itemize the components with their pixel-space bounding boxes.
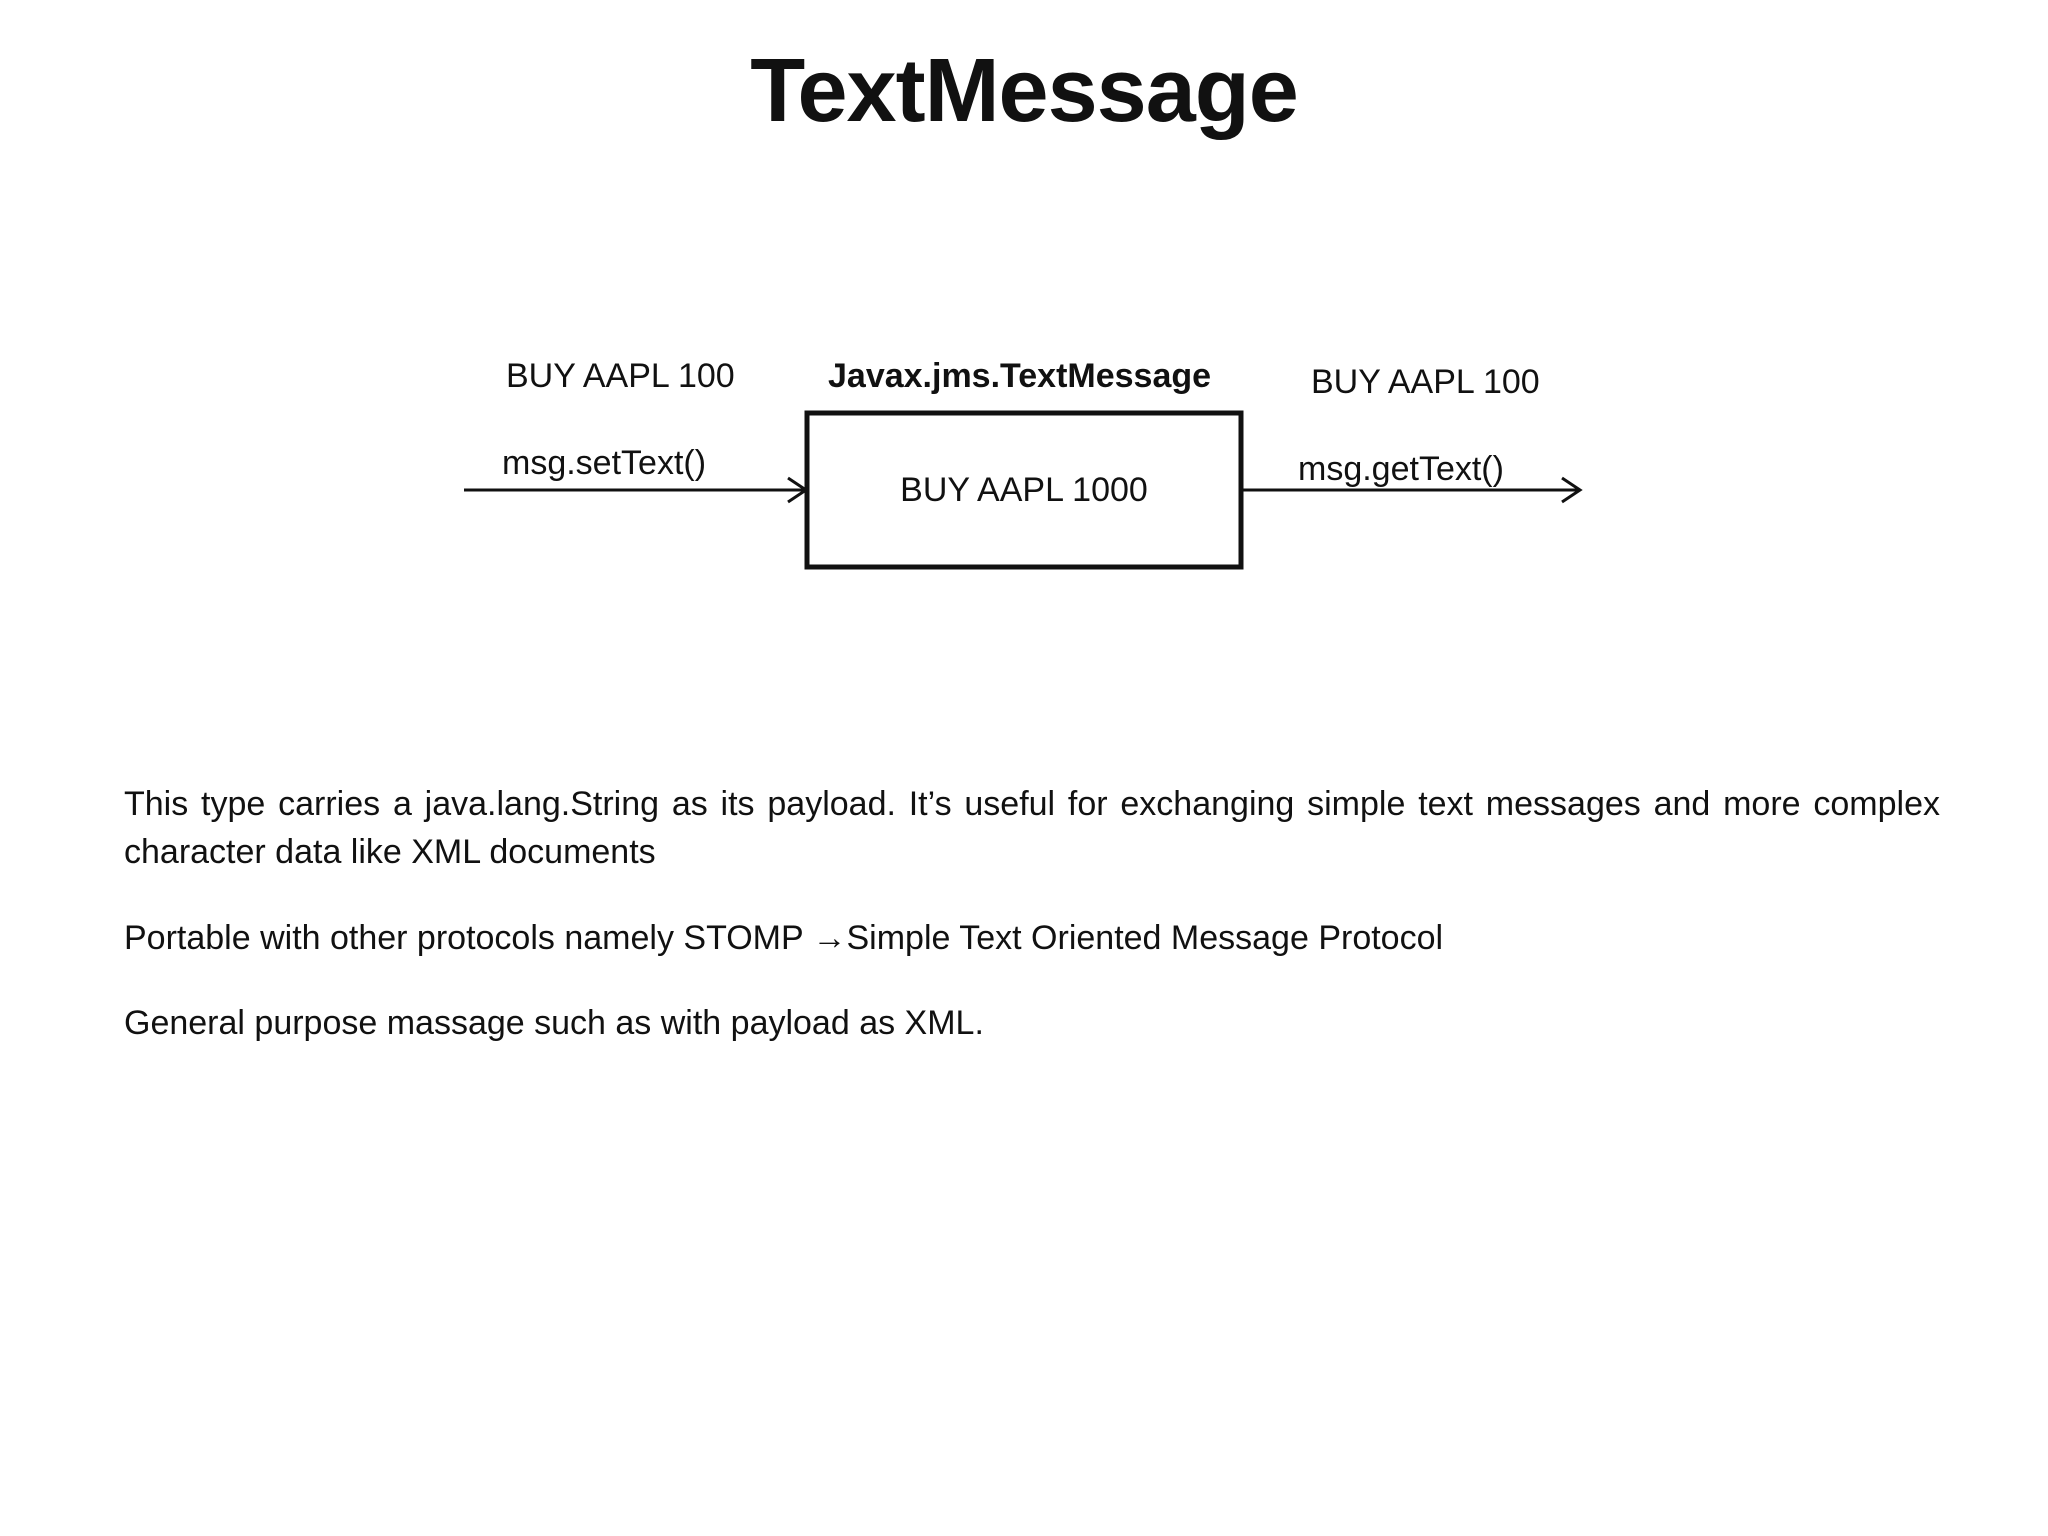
output-payload-label: BUY AAPL 100 <box>1311 363 1540 401</box>
portability-paragraph: Portable with other protocols namely STOMP →Simple Text Oriented Message Protocol <box>124 919 1444 957</box>
box-content-label: BUY AAPL 1000 <box>900 471 1148 509</box>
get-text-method-label: msg.getText() <box>1298 450 1504 488</box>
slide-title: TextMessage <box>750 41 1298 141</box>
class-name-label: Javax.jms.TextMessage <box>828 357 1212 395</box>
set-text-method-label: msg.setText() <box>502 444 707 482</box>
purpose-paragraph: General purpose massage such as with payload as XML. <box>124 1004 984 1042</box>
input-payload-label: BUY AAPL 100 <box>506 357 735 395</box>
description-paragraph: This type carries a java.lang.String as its payload. It’s useful for exchanging simple text messages and more complex character data like XML documents <box>124 785 1940 871</box>
